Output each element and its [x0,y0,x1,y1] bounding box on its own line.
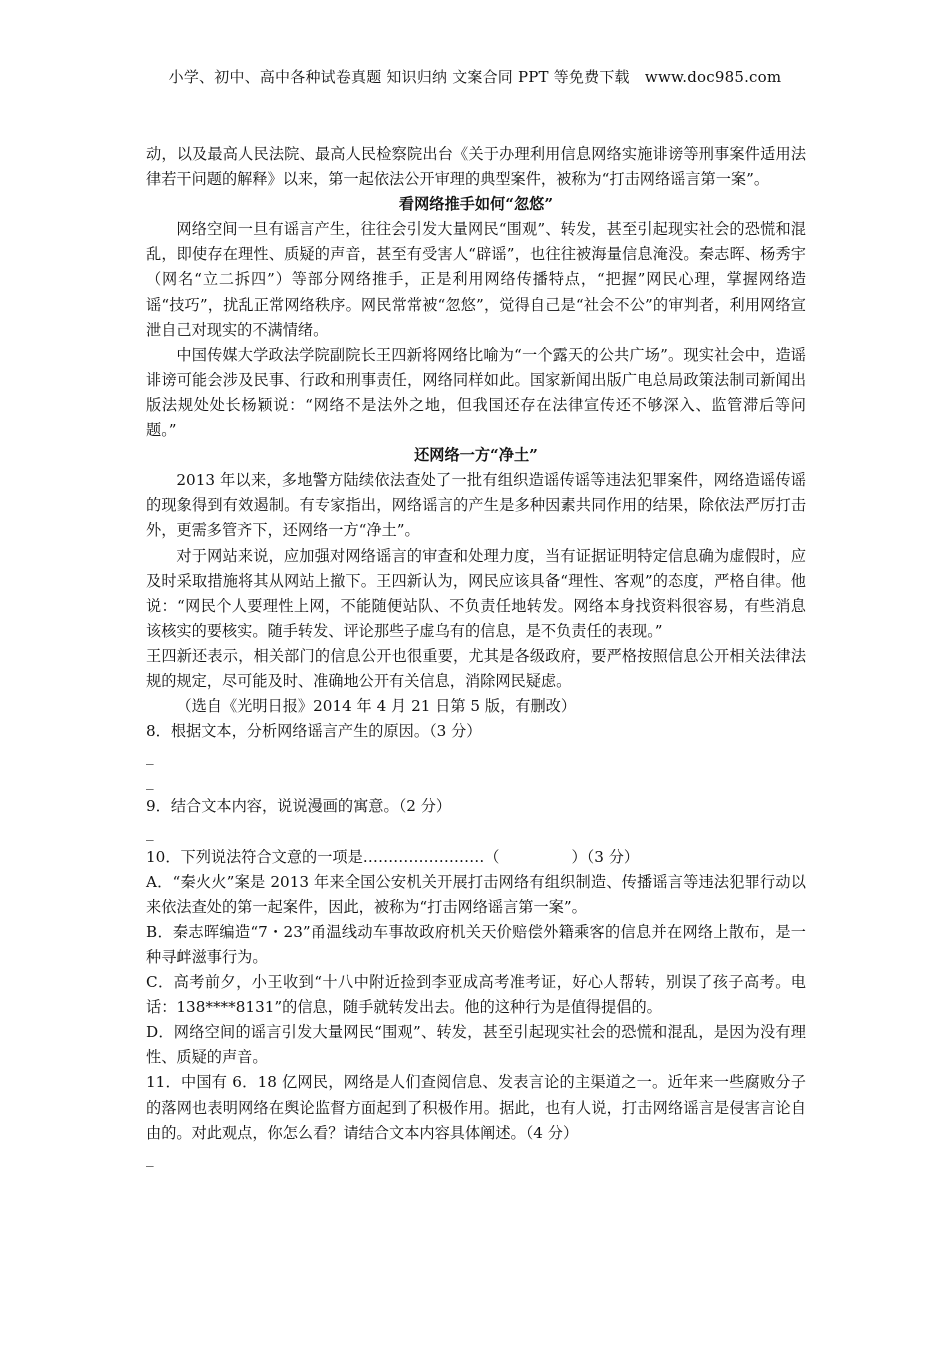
question-9: 9．结合文本内容，说说漫画的寓意。（2 分） [146,797,452,816]
answer-line[interactable]: _ [146,1148,154,1167]
question-10-stem: 10．下列说法符合文意的一项是……………………（ [146,847,500,866]
article-source: （选自《光明日报》2014 年 4 月 21 日第 5 版，有删改） [176,697,577,716]
section-heading-1: 看网络推手如何“忽悠” [398,195,554,214]
section-heading-2: 还网络一方“净土” [414,446,538,465]
question-10-tail: ）（3 分） [571,847,640,866]
answer-line[interactable]: _ [146,822,154,841]
answer-line[interactable]: _ [146,772,154,791]
question-8: 8．根据文本，分析网络谣言产生的原因。（3 分） [146,722,482,741]
option-c: C．高考前夕，小王收到“十八中附近捡到李亚成高考准考证，好心人帮转，别误了孩子高考。电话：138****8131”的信息，随手就转发出去。他的这种行为是值得提倡的。 [146,973,806,1017]
document-body [146,142,806,1171]
article-paragraph: 网络空间一旦有谣言产生，往往会引发大量网民“围观”、转发，甚至引起现实社会的恐慌和混乱，即使存在理性、质疑的声音，甚至有受害人“辟谣”，也往往被海量信息淹没。秦志晖、杨秀宇（网名“立二拆四”）等部分网络推手，正是利用网络传播特点，“把握”网民心理，掌握网络造谣“技巧”，扰乱正常网络秩序。网民常常被“忽悠”，觉得自己是“社会不公”的审判者，利用网络宣泄自己对现实的不满情绪。 [146,220,806,339]
article-paragraph: 对于网站来说，应加强对网络谣言的审查和处理力度，当有证据证明特定信息确为虚假时，应及时采取措施将其从网站上撤下。王四新认为，网民应该具备“理性、客观”的态度，严格自律。他说：“网民个人要理性上网，不能随便站队、不负责任地转发。网络本身找资料很容易，有些消息该核实的要核实。随手转发、评论那些子虚乌有的信息，是不负责任的表现。” [146,546,806,640]
option-d: D．网络空间的谣言引发大量网民“围观”、转发，甚至引起现实社会的恐慌和混乱，是因为没有理性、质疑的声音。 [146,1023,806,1067]
option-b: B．秦志晖编造“7・23”甬温线动车事故政府机关天价赔偿外籍乘客的信息并在网络上散布，是一种寻衅滋事行为。 [146,922,806,966]
article-paragraph: 中国传媒大学政法学院副院长王四新将网络比喻为“一个露天的公共广场”。现实社会中，造谣诽谤可能会涉及民事、行政和刑事责任，网络同样如此。国家新闻出版广电总局政策法制司新闻出版法规处处长杨颖说：“网络不是法外之地，但我国还存在法律宣传还不够深入、监管滞后等问题。” [146,345,806,440]
page-header: 小学、初中、高中各种试卷真题 知识归纳 文案合同 PPT 等免费下载 www.doc985.com [168,68,782,86]
option-a: A．“秦火火”案是 2013 年来全国公安机关开展打击网络有组织制造、传播谣言等违法犯罪行动以来依法查处的第一起案件，因此，被称为“打击网络谣言第一案”。 [146,872,806,916]
question-10 [146,845,806,870]
question-11: 11．中国有 6．18 亿网民，网络是人们查阅信息、发表言论的主渠道之一。近年来一些腐败分子的落网也表明网络在舆论监督方面起到了积极作用。据此，也有人说，打击网络谣言是侵害言论自由的。对此观点，你怎么看？请结合文本内容具体阐述。（4 分） [146,1073,806,1142]
answer-line[interactable]: _ [146,747,154,766]
article-paragraph: 王四新还表示，相关部门的信息公开也很重要，尤其是各级政府，要严格按照信息公开相关法律法规的规定，尽可能及时、准确地公开有关信息，消除网民疑虑。 [146,646,806,690]
article-paragraph-continued: 动，以及最高人民法院、最高人民检察院出台《关于办理利用信息网络实施诽谤等刑事案件适用法律若干问题的解释》以来，第一起依法公开审理的典型案件，被称为“打击网络谣言第一案”。 [146,145,806,189]
article-paragraph: 2013 年以来，多地警方陆续依法查处了一批有组织造谣传谣等违法犯罪案件，网络造谣传谣的现象得到有效遏制。有专家指出，网络谣言的产生是多种因素共同作用的结果，除依法严厉打击外，更需多管齐下，还网络一方“净土”。 [146,471,806,540]
